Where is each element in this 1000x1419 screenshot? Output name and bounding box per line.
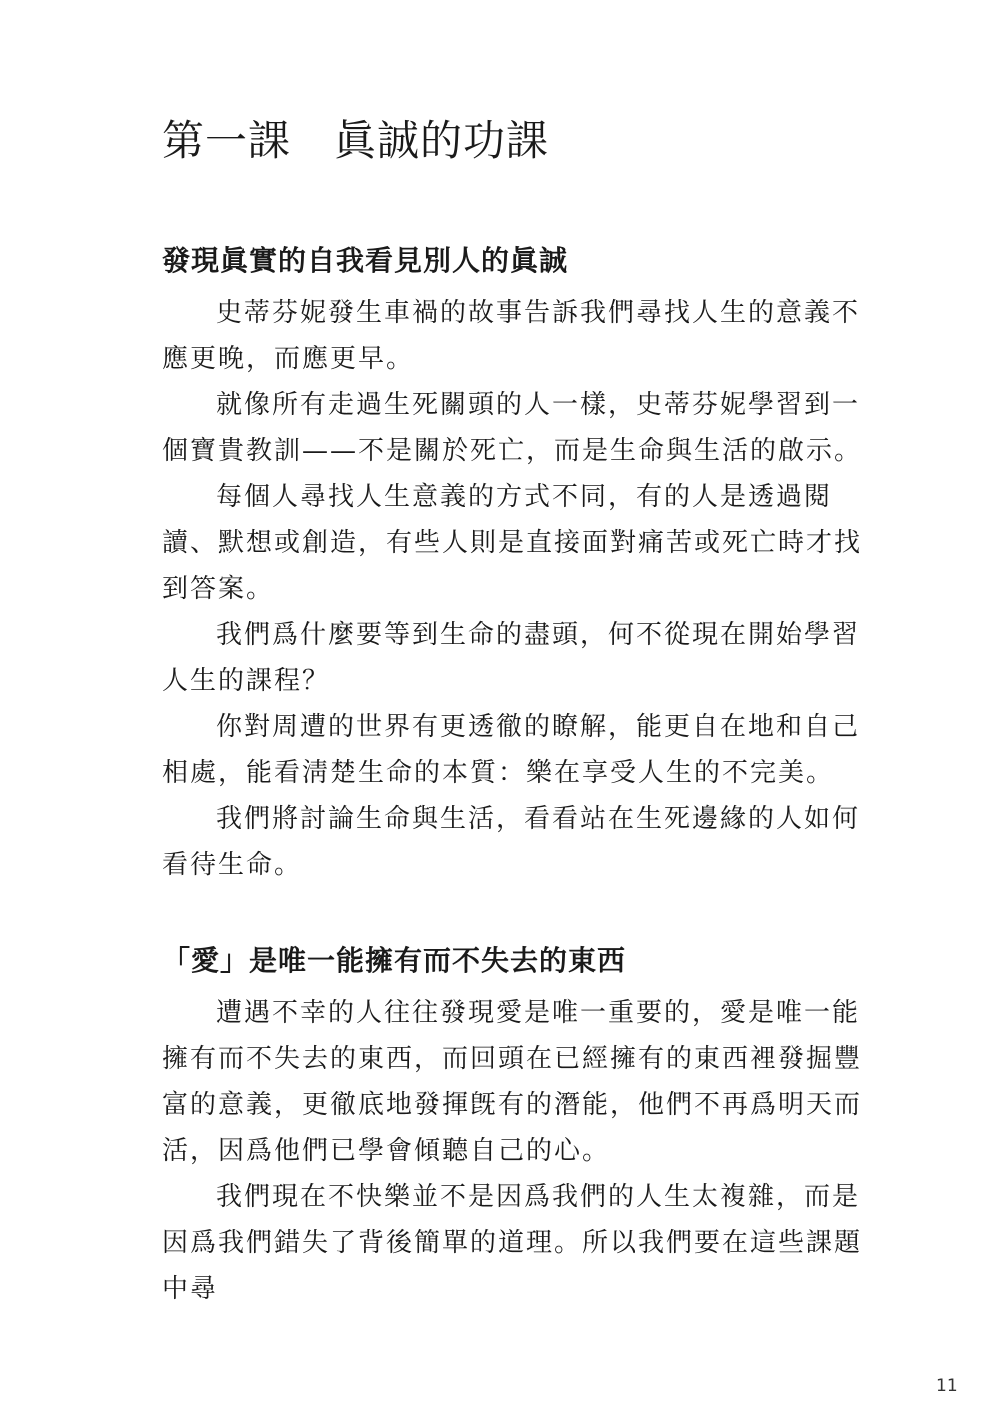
paragraph: 就像所有走過生死關頭的人一樣，史蒂芬妮學習到一個寶貴教訓——不是關於死亡，而是生命與生活的啟示。: [162, 390, 863, 466]
paragraph: 我們將討論生命與生活，看看站在生死邊緣的人如何看待生命。: [162, 804, 861, 880]
section-love: [162, 938, 868, 1312]
section-heading: 發現眞實的自我看見別人的眞誠: [162, 244, 569, 277]
paragraph: 我們爲什麼要等到生命的盡頭，何不從現在開始學習人生的課程？: [162, 620, 861, 696]
paragraph: 每個人尋找人生意義的方式不同，有的人是透過閱讀、默想或創造，有些人則是直接面對痛苦或死亡時才找到答案。: [162, 482, 863, 604]
paragraph: 史蒂芬妮發生車禍的故事告訴我們尋找人生的意義不應更晚，而應更早。: [162, 298, 861, 374]
section-authentic-self: [162, 238, 868, 888]
paragraph: 你對周遭的世界有更透徹的瞭解，能更自在地和自己相處，能看淸楚生命的本質：樂在享受人生的不完美。: [162, 712, 861, 788]
page-content: [162, 238, 868, 1312]
page-number: 11: [936, 1376, 958, 1396]
section-heading: 「愛」是唯一能擁有而不失去的東西: [162, 944, 627, 977]
chapter-title: 第一課 眞誠的功課: [162, 116, 550, 165]
paragraph: 遭遇不幸的人往往發現愛是唯一重要的，愛是唯一能擁有而不失去的東西，而回頭在已經擁有的東西裡發掘豐富的意義，更徹底地發揮旣有的潛能，他們不再爲明天而活，因爲他們已學會傾聽自己的心。: [162, 998, 863, 1166]
paragraph: 我們現在不快樂並不是因爲我們的人生太複雜，而是因爲我們錯失了背後簡單的道理。所以我們要在這些課題中尋: [162, 1182, 863, 1304]
